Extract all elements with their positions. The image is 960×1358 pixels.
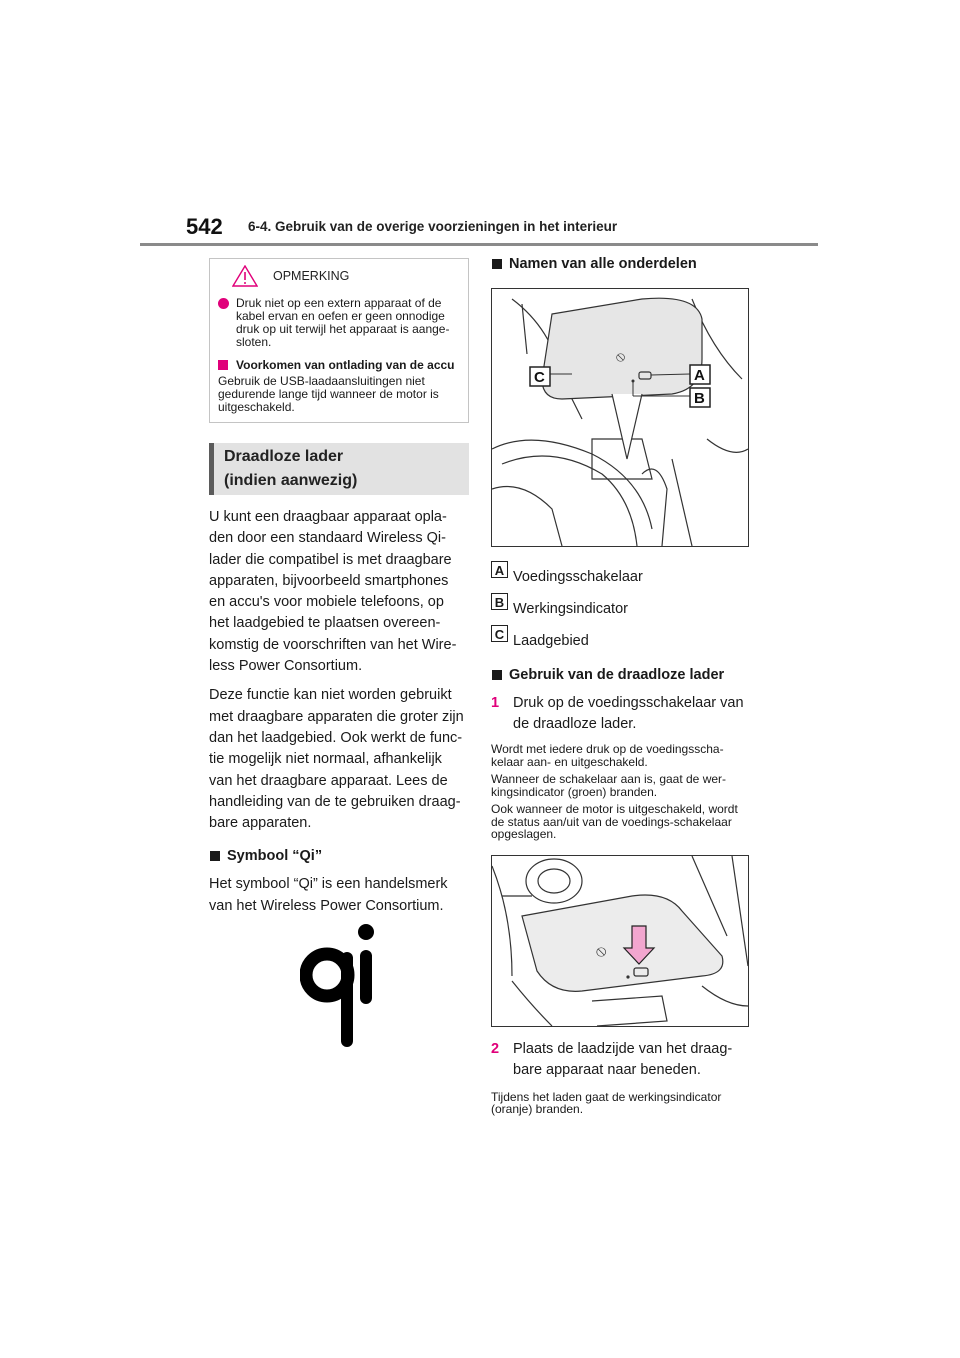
legend-item (491, 625, 751, 657)
legend-key: C (491, 625, 508, 642)
legend-key: B (491, 593, 508, 610)
header-divider (140, 243, 818, 246)
left-column (209, 258, 469, 917)
bullet-square-icon (492, 259, 502, 269)
callout-a: A (694, 367, 705, 384)
step-text: Plaats de laadzijde van het draag-bare apparaat naar beneden. (513, 1040, 733, 1078)
legend-label: Laadgebied (513, 633, 589, 649)
legend-item (491, 561, 751, 593)
warning-icon (232, 265, 258, 287)
subheading-usage (491, 665, 751, 685)
parts-legend (491, 561, 751, 657)
note: Tijdens het laden gaat de werkingsindicator (oranje) branden. (491, 1089, 722, 1116)
legend-label: Voedingsschakelaar (513, 569, 643, 585)
section-heading-line-2: (indien aanwezig) (224, 472, 358, 489)
chapter-title: 6-4. Gebruik van de overige voorzieningen in het interieur (248, 219, 618, 234)
callout-c: C (534, 369, 545, 386)
subheading-text: Symbool “Qi” (227, 848, 323, 865)
right-column (491, 254, 751, 1116)
parts-illustration (491, 288, 749, 547)
page-number: 542 (186, 214, 223, 239)
console-diagram (492, 289, 748, 546)
legend-key: A (491, 561, 508, 578)
limitation-paragraph: Deze functie kan niet worden gebruikt met draagbare apparaten die groter zijn dan het laadgebied. Ook werkt de func-tie mogelijk niet normaal, afhankelijk van het draagbare apparaat. Lees de handleiding van de te gebruiken draag-bare apparaten. (209, 687, 464, 832)
notice-subsection-title: Voorkomen van ontlading van de accu (236, 358, 455, 372)
intro-paragraph: U kunt een draagbaar apparaat opla-den door een standaard Wireless Qi-lader die compatibel is met draagbare apparaten, bijvoorbeeld smartphones en accu's voor mobiele telefoons, op het laadgebied te plaatsen overeen-komstig de voorschriften van het Wire-less Power Consortium. (209, 509, 457, 675)
qi-logo-icon (300, 920, 390, 1050)
legend-label: Werkingsindicator (513, 601, 628, 617)
switch-illustration (491, 855, 749, 1027)
qi-trademark-paragraph: Het symbool “Qi” is een handelsmerk van het Wireless Power Consortium. (209, 876, 448, 914)
bullet-dot-icon (218, 298, 229, 309)
section-heading-box (209, 443, 469, 495)
step-number: 2 (491, 1040, 500, 1057)
bullet-square-icon (218, 360, 228, 370)
notice-item (218, 297, 460, 349)
notice-item-text: Druk niet op een extern apparaat of de kabel ervan en oefen er geen onnodige druk op uit terwijl het apparaat is aange-sloten. (236, 296, 450, 349)
notice-title: OPMERKING (273, 269, 350, 283)
subheading-qi-symbol (209, 846, 469, 866)
bullet-square-icon (492, 670, 502, 680)
subheading-parts (491, 254, 751, 274)
notice-subsection-body: Gebruik de USB-laadaansluitingen niet gedurende lange tijd wanneer de motor is uitgeschakeld. (218, 374, 439, 414)
subheading-text: Namen van alle onderdelen (509, 256, 697, 272)
notice-header (218, 265, 460, 291)
notice-subsection (218, 359, 460, 372)
qi-symbol-icon: ⦸ (616, 349, 626, 365)
step-1 (491, 693, 751, 735)
section-heading-line-1: Draadloze lader (224, 448, 344, 465)
step-text: Druk op de voedingsschakelaar van de draadloze lader. (513, 695, 744, 732)
notice-box (209, 258, 469, 423)
subheading-text: Gebruik van de draadloze lader (509, 667, 725, 683)
callout-b: B (694, 390, 705, 407)
note: Ook wanneer de motor is uitgeschakeld, wordt de status aan/uit van de voedings-schakelaar opgeslagen. (491, 802, 738, 841)
bullet-square-icon (210, 851, 220, 861)
switch-diagram (492, 856, 748, 1026)
legend-item (491, 593, 751, 625)
step-2 (491, 1039, 751, 1081)
qi-symbol-icon: ⦸ (596, 940, 607, 960)
page-header (0, 0, 960, 250)
note: Wanneer de schakelaar aan is, gaat de wer-kingsindicator (groen) branden. (491, 772, 727, 799)
note: Wordt met iedere druk op de voedingsscha-kelaar aan- en uitgeschakeld. (491, 742, 724, 769)
step-number: 1 (491, 695, 500, 711)
